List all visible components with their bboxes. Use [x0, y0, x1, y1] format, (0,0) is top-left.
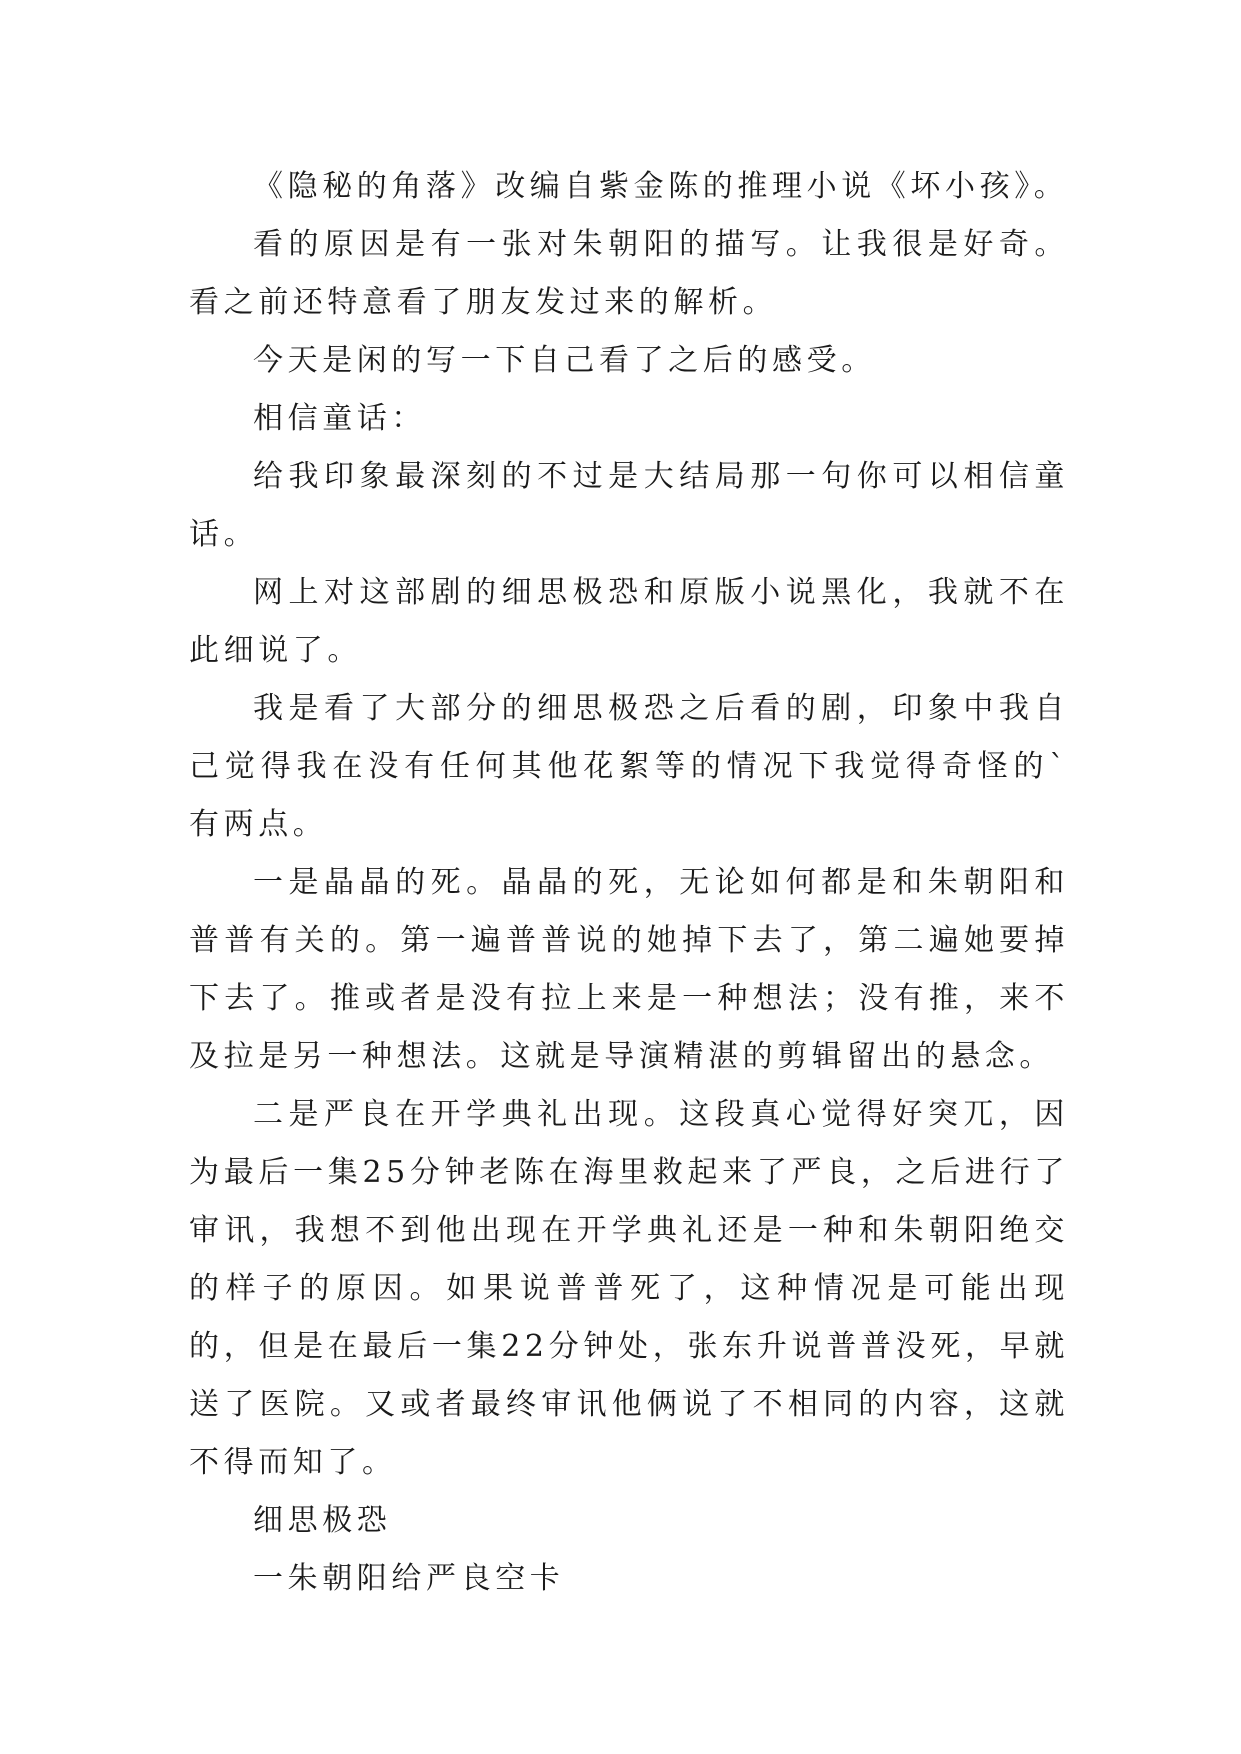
paragraph-impression: 给我印象最深刻的不过是大结局那一句你可以相信童话。	[189, 459, 1069, 552]
subheading-empty-card: 一朱朝阳给严良空卡	[253, 1561, 565, 1596]
paragraph-online: 网上对这部剧的细思极恐和原版小说黑化，我就不在此细说了。	[189, 575, 1069, 668]
paragraph-point-one: 一是晶晶的死。晶晶的死，无论如何都是和朱朝阳和普普有关的。第一遍普普说的她掉下去了，第二遍她要掉下去了。推或者是没有拉上来是一种想法；没有推，来不及拉是另一种想法。这就是导演精湛的剪辑留出的悬念。	[189, 865, 1069, 1074]
paragraph-point-two: 二是严良在开学典礼出现。这段真心觉得好突兀，因为最后一集25分钟老陈在海里救起来了严良，之后进行了审讯，我想不到他出现在开学典礼还是一种和朱朝阳绝交的样子的原因。如果说普普死了，这种情况是可能出现的，但是在最后一集22分钟处，张东升说普普没死，早就送了医院。又或者最终审讯他俩说了不相同的内容，这就不得而知了。	[189, 1097, 1069, 1480]
paragraph-reason: 看的原因是有一张对朱朝阳的描写。让我很是好奇。看之前还特意看了朋友发过来的解析。	[189, 227, 1069, 320]
document-body	[189, 158, 1069, 1608]
paragraph-today: 今天是闲的写一下自己看了之后的感受。	[253, 343, 876, 378]
section-heading-believe-fairy-tales: 相信童话：	[253, 401, 426, 436]
paragraph-intro: 《隐秘的角落》改编自紫金陈的推理小说《坏小孩》。	[253, 169, 1069, 204]
paragraph-two-points: 我是看了大部分的细思极恐之后看的剧，印象中我自己觉得我在没有任何其他花絮等的情况下我觉得奇怪的`有两点。	[189, 691, 1069, 842]
section-heading-chilling: 细思极恐	[253, 1503, 392, 1538]
